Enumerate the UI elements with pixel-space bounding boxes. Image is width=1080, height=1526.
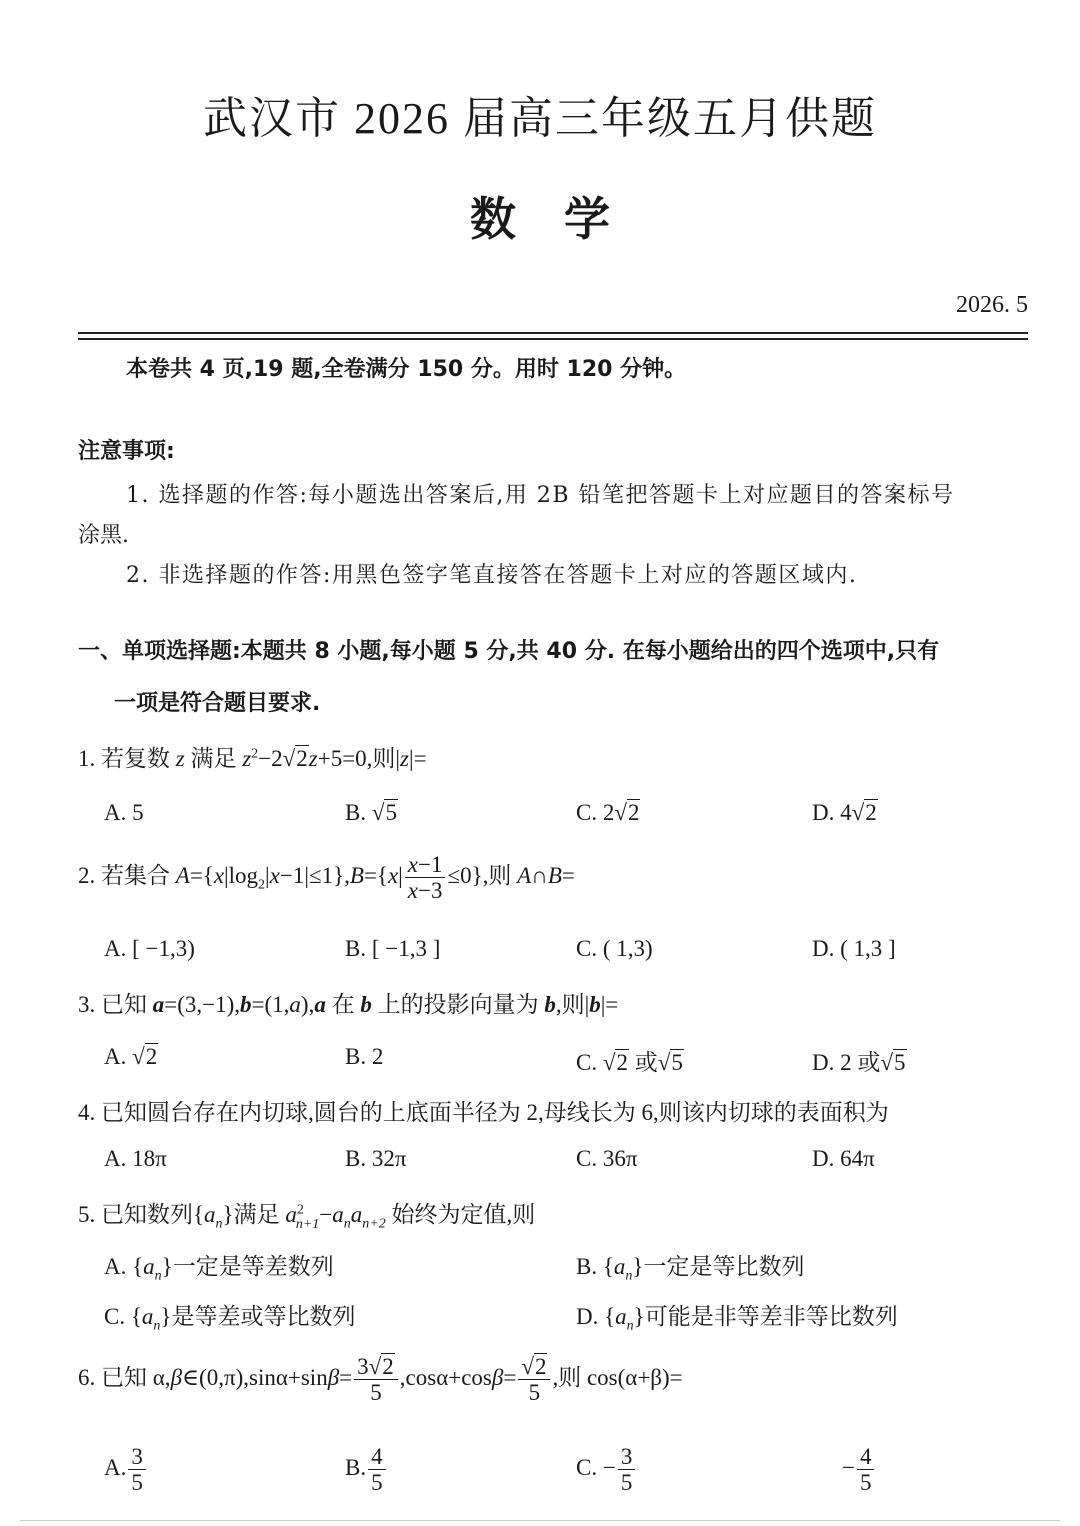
question-1: 1. 若复数 z 满足 $z^2-2√2z+5=0$,则|z|=: [78, 746, 427, 771]
subject-title: 数学: [470, 192, 658, 246]
question-5: 5. 已知数列$\{a_n\}$满足 $a^2_{n+1}-a_na_{n+2}$ 始终为定值,则: [78, 1202, 536, 1232]
q4-option-c[interactable]: C. 36π: [576, 1146, 638, 1171]
exam-date: 2026. 5: [956, 292, 1028, 318]
q1-option-b[interactable]: B. √5: [345, 800, 397, 825]
question-3: 3. 已知 a=(3,−1),b=(1,a),a 在 b 上的投影向量为 b,则|b|=: [78, 992, 619, 1017]
q4-option-a[interactable]: A. 18π: [104, 1146, 167, 1171]
q6-option-c[interactable]: C. − $\frac{3}{5}$: [576, 1444, 637, 1496]
page-bottom-edge: [20, 1520, 1060, 1521]
header-rule-top: [78, 332, 1028, 334]
question-6: 6. 已知 α,β∈(0,π),sinα+sinβ= $\frac{3√2}{5}$ ,cosα+cosβ= $\frac{√2}{5}$ ,则 cos(α+β)=: [78, 1354, 683, 1406]
q4-option-d[interactable]: D. 64π: [812, 1146, 875, 1171]
q1-option-c[interactable]: C. 2√2: [576, 800, 640, 825]
notes-item-1: 1. 选择题的作答:每小题选出答案后,用 2B 铅笔把答题卡上对应题目的答案标号: [126, 483, 955, 508]
notes-item-1-cont: 涂黑.: [78, 523, 129, 548]
q2-option-c[interactable]: C. ( 1,3): [576, 936, 653, 961]
section1-heading: 一、单项选择题:本题共 8 小题,每小题 5 分,共 40 分. 在每小题给出的四个选项中,只有: [78, 639, 940, 664]
q5-option-c[interactable]: C. $\{a_n\}$是等差或等比数列: [104, 1304, 356, 1334]
q2-option-a[interactable]: A. [ −1,3): [104, 936, 195, 961]
q5-option-d[interactable]: D. $\{a_n\}$可能是非等差非等比数列: [576, 1304, 898, 1334]
q1-option-a[interactable]: A. 5: [104, 800, 144, 825]
q4-option-b[interactable]: B. 32π: [345, 1146, 407, 1171]
notes-heading: 注意事项:: [78, 439, 175, 464]
q3-option-c[interactable]: C. √2 或√5: [576, 1050, 683, 1075]
q1-option-d[interactable]: D. 4√2: [812, 800, 877, 825]
exam-title: 武汉市 2026 届高三年级五月供题: [203, 94, 877, 143]
notes-item-2: 2. 非选择题的作答:用黑色签字笔直接答在答题卡上对应的答题区域内.: [126, 563, 858, 588]
q6-option-b[interactable]: B. $\frac{4}{5}$: [345, 1444, 388, 1496]
q3-option-a[interactable]: A. √2: [104, 1044, 158, 1069]
q6-option-d[interactable]: − $\frac{4}{5}$: [842, 1444, 876, 1496]
exam-intro: 本卷共 4 页,19 题,全卷满分 150 分。用时 120 分钟。: [126, 357, 687, 382]
q6-option-a[interactable]: A. $\frac{3}{5}$: [104, 1444, 148, 1496]
q2-option-b[interactable]: B. [ −1,3 ]: [345, 936, 441, 961]
question-2: 2. 若集合 $A=\{x|\log_2|x-1|\le 1\},B=\{x|$ $\frac{x-1}{x-3}$ ≤0},则 A∩B=: [78, 852, 575, 904]
q3-option-d[interactable]: D. 2 或√5: [812, 1050, 906, 1075]
header-rule-bottom: [78, 338, 1028, 340]
question-4: 4. 已知圆台存在内切球,圆台的上底面半径为 2,母线长为 6,则该内切球的表面积为: [78, 1100, 889, 1125]
q2-option-d[interactable]: D. ( 1,3 ]: [812, 936, 896, 961]
q5-option-a[interactable]: A. $\{a_n\}$一定是等差数列: [104, 1254, 334, 1284]
q3-option-b[interactable]: B. 2: [345, 1044, 384, 1069]
q5-option-b[interactable]: B. $\{a_n\}$一定是等比数列: [576, 1254, 805, 1284]
section1-heading-cont: 一项是符合题目要求.: [114, 691, 321, 716]
